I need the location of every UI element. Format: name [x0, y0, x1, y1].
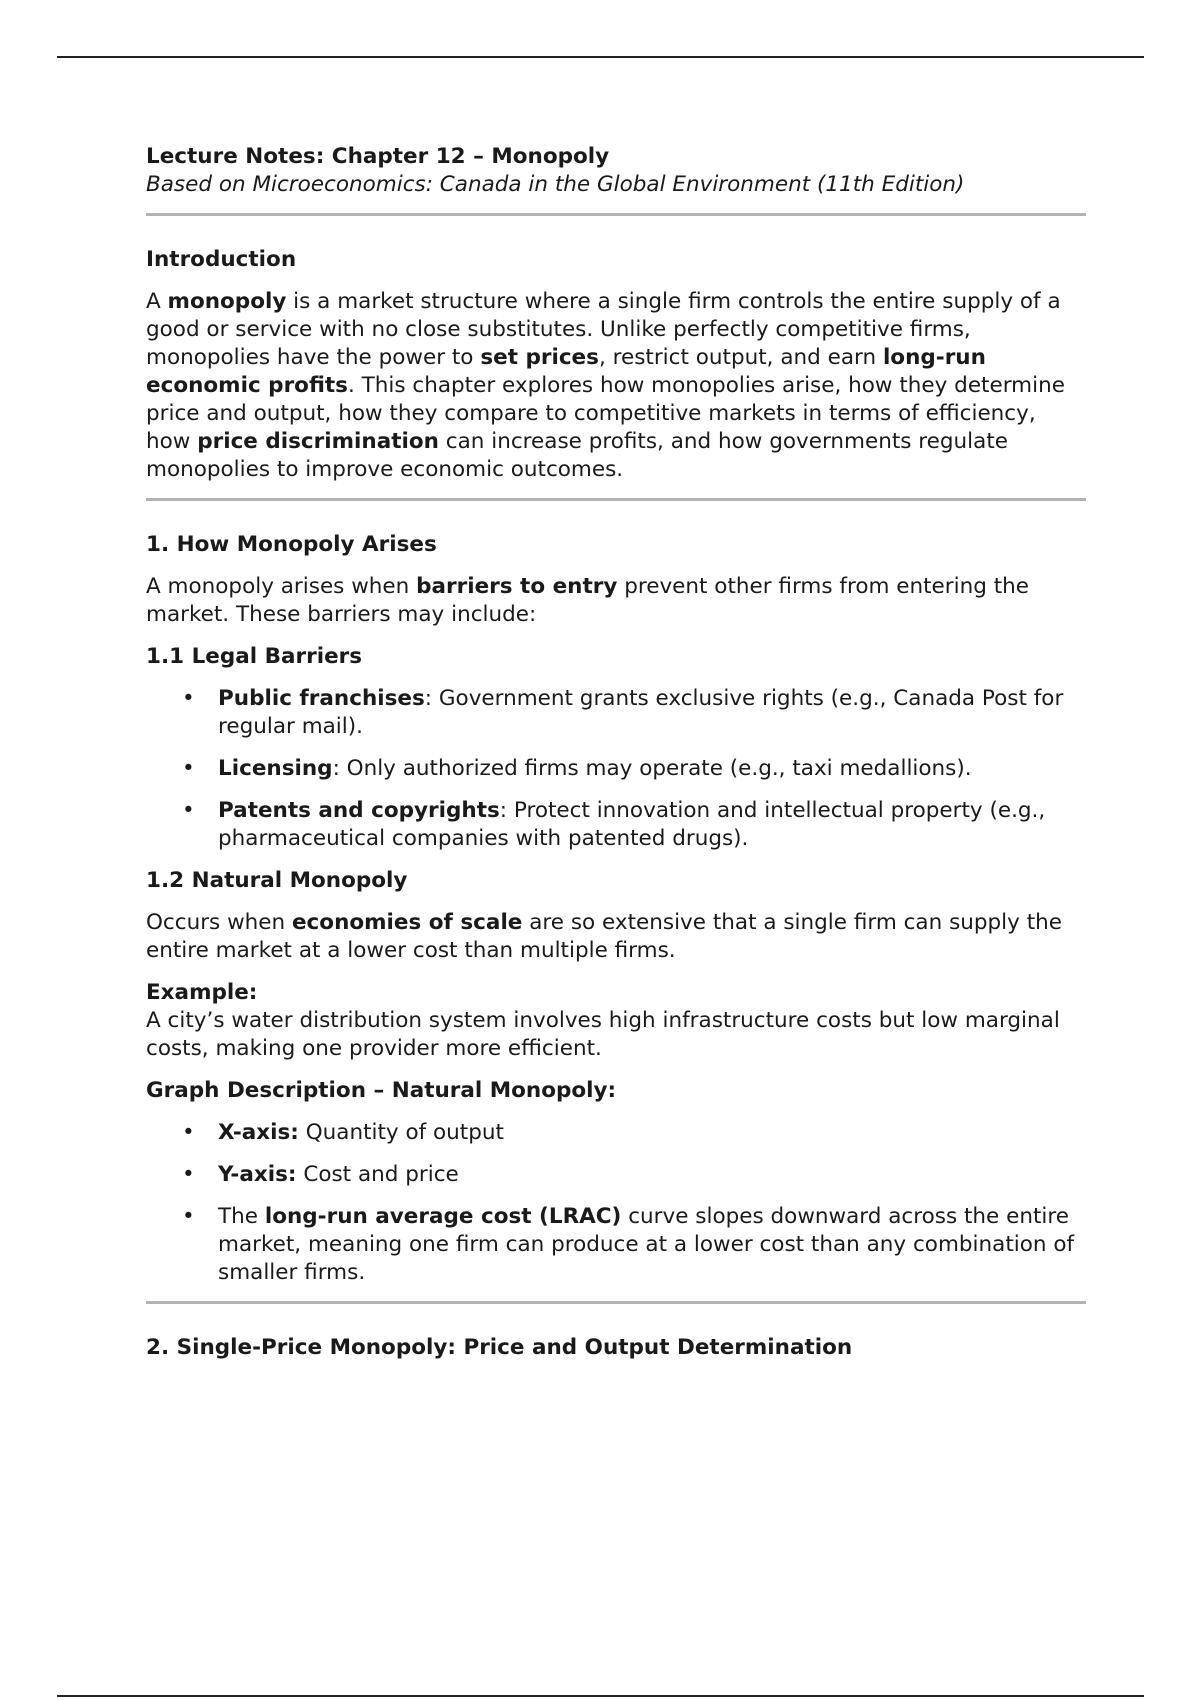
section-1-heading: 1. How Monopoly Arises	[146, 532, 437, 557]
graph-description-list	[146, 1119, 1086, 1287]
graph-description-heading: Graph Description – Natural Monopoly:	[146, 1078, 617, 1103]
natural-monopoly-heading: 1.2 Natural Monopoly	[146, 868, 408, 893]
legal-barriers-heading: 1.1 Legal Barriers	[146, 644, 363, 669]
bullet-icon: •	[182, 1204, 195, 1229]
divider	[146, 498, 1086, 501]
document-body	[146, 143, 1086, 1362]
list-item: • The long-run average cost (LRAC) curve slopes downward across the entire market, meaning one firm can produce at a lower cost than any combination of smaller firms.	[182, 1204, 1075, 1285]
bullet-icon: •	[182, 798, 195, 823]
list-item: • Public franchises: Government grants exclusive rights (e.g., Canada Post for regular mail).	[182, 686, 1064, 739]
list-item: • X-axis: Quantity of output	[182, 1120, 504, 1145]
list-item: • Licensing: Only authorized firms may operate (e.g., taxi medallions).	[182, 756, 972, 781]
list-item: • Patents and copyrights: Protect innovation and intellectual property (e.g., pharmaceutical companies with patented drugs).	[182, 798, 1046, 851]
document-title: Lecture Notes: Chapter 12 – Monopoly	[146, 144, 610, 169]
document-subtitle: Based on Microeconomics: Canada in the Global Environment (11th Edition)	[146, 172, 965, 197]
divider	[146, 1301, 1086, 1304]
bullet-icon: •	[182, 756, 195, 781]
introduction-heading: Introduction	[146, 247, 297, 272]
divider	[146, 213, 1086, 216]
section-1-paragraph: A monopoly arises when barriers to entry prevent other firms from entering the market. These barriers may include:	[146, 574, 1029, 627]
bullet-icon: •	[182, 686, 195, 711]
page-top-rule	[57, 56, 1144, 58]
page-bottom-rule	[57, 1695, 1144, 1697]
example-text: A city’s water distribution system involves high infrastructure costs but low marginal costs, making one provider more efficient.	[146, 1008, 1060, 1061]
natural-monopoly-paragraph: Occurs when economies of scale are so extensive that a single firm can supply the entire market at a lower cost than multiple firms.	[146, 910, 1063, 963]
introduction-paragraph: A monopoly is a market structure where a single firm controls the entire supply of a good or service with no close substitutes. Unlike perfectly competitive firms, monopolies have the power to set prices, restrict output, and earn long-run economic profits. This chapter explores how monopolies arise, how they determine price and output, how they compare to competitive markets in terms of efficiency, how price discrimination can increase profits, and how governments regulate monopolies to improve economic outcomes.	[146, 289, 1065, 482]
legal-barriers-list	[146, 685, 1086, 853]
bullet-icon: •	[182, 1120, 195, 1145]
example-label: Example:	[146, 980, 258, 1005]
list-item: • Y-axis: Cost and price	[182, 1162, 459, 1187]
section-2-heading: 2. Single-Price Monopoly: Price and Output Determination	[146, 1335, 853, 1360]
bullet-icon: •	[182, 1162, 195, 1187]
